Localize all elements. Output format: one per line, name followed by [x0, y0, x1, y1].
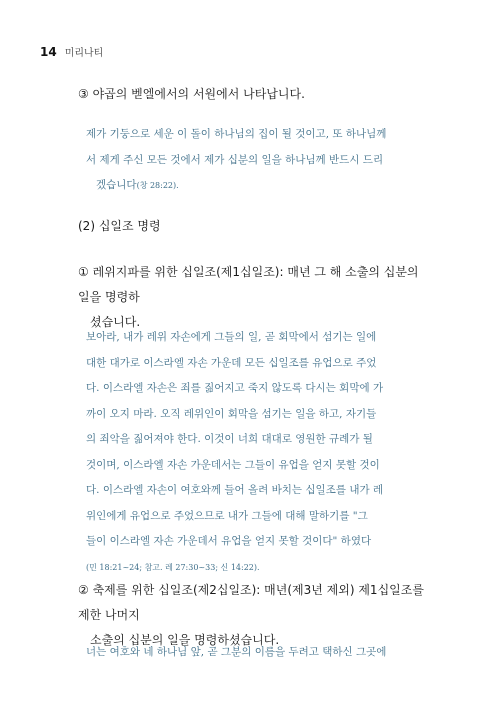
quote-line: 너는 여호와 네 하나님 앞, 곧 그분의 이름을 두려고 택하신 그곳에	[86, 646, 387, 658]
page-header	[40, 44, 103, 59]
heading-line: ② 축제를 위한 십일조(제2십일조): 매년(제3년 제외) 제1십일조를 제한 나머지	[78, 583, 424, 622]
quote-line: 위인에게 유업으로 주었으므로 내가 그들에 대해 말하기를 "그	[86, 509, 368, 522]
quote-line	[86, 173, 403, 199]
numbers-quote	[86, 325, 403, 580]
genesis-quote	[86, 122, 403, 199]
quote-line: 들이 이스라엘 자손 가운데서 유업을 얻지 못할 것이다" 하였다	[86, 535, 372, 547]
first-tithe-heading	[78, 260, 425, 335]
quote-line: 의 죄악을 짊어져야 한다. 이것이 너희 대대로 영원한 규례가 될	[86, 433, 373, 445]
scripture-reference: (민 18:21~24; 참고. 레 27:30~33; 신 14:22).	[86, 562, 260, 572]
section-3-heading: ③ 야곱의 벧엘에서의 서원에서 나타납니다.	[78, 87, 305, 101]
quote-line: 대한 대가로 이스라엘 자손 가운데 모든 십일조를 유업으로 주었	[86, 356, 377, 369]
quote-line: 제가 기둥으로 세운 이 돌이 하나님의 집이 될 것이고, 또 하나님께	[86, 128, 387, 140]
quote-line: 까이 오지 마라. 오직 레위인이 회막을 섬기는 일을 하고, 자기들	[86, 407, 377, 420]
quote-line: 다. 이스라엘 자손이 여호와께 들어 올려 바치는 십일조를 내가 레	[86, 484, 384, 496]
heading-line: 셨습니다.	[90, 315, 141, 329]
quote-line: 서 제게 주신 모든 것에서 제가 십분의 일을 하나님께 반드시 드리	[86, 153, 384, 166]
deuteronomy-quote	[86, 640, 403, 666]
running-title: 미리나티	[64, 48, 104, 59]
page-number: 14	[40, 45, 57, 59]
quote-line: 것이며, 이스라엘 자손 가운데서는 그들이 유업을 얻지 못할 것이	[86, 458, 380, 471]
heading-line: 소출의 십분의 일을 명령하셨습니다.	[90, 633, 280, 647]
scripture-reference: (창 28:22).	[136, 181, 179, 190]
quote-text: 겠습니다	[96, 179, 137, 191]
tithe-command-heading: (2) 십일조 명령	[78, 219, 161, 233]
quote-line: 보아라, 내가 레위 자손에게 그들의 일, 곧 회막에서 섬기는 일에	[86, 331, 377, 343]
quote-line: 다. 이스라엘 자손은 죄를 짊어지고 죽지 않도록 다시는 회막에 가	[86, 382, 384, 394]
heading-line: ① 레위지파를 위한 십일조(제1십일조): 매년 그 해 소출의 십분의 일을 명령하	[78, 265, 419, 304]
